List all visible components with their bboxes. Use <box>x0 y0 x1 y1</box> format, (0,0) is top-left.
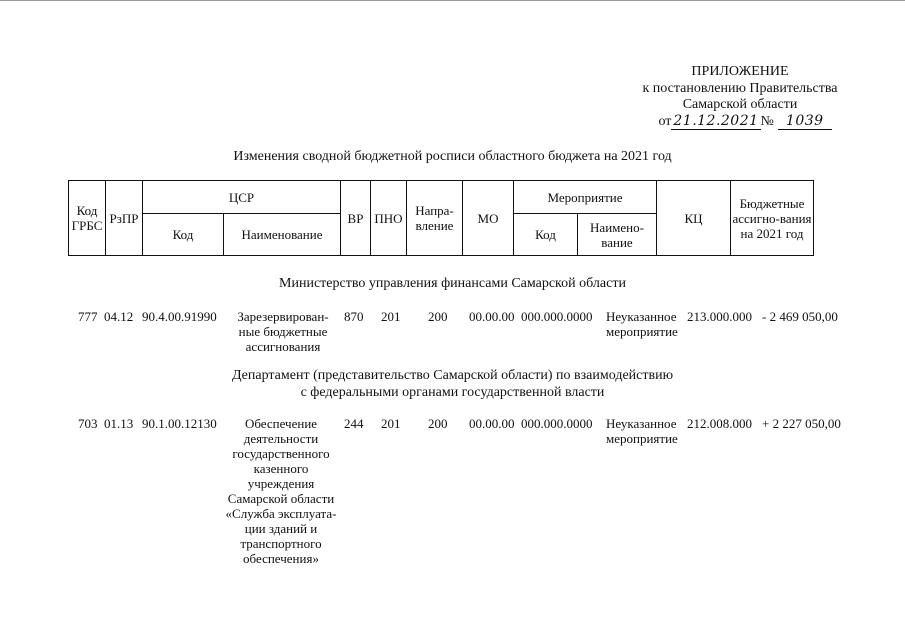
annex-line1: к постановлению Правительства <box>642 81 838 96</box>
col-event-name: Наимено-вание <box>578 214 657 256</box>
row-event-name: Неуказанное мероприятие <box>606 309 678 339</box>
col-pno: ПНО <box>371 181 407 256</box>
row-kc: 213.000.000 <box>687 309 752 324</box>
row-direction: 200 <box>428 416 448 431</box>
row-event-name: Неуказанное мероприятие <box>606 416 678 446</box>
col-direction: Напра-вление <box>407 181 463 256</box>
row-direction: 200 <box>428 309 448 324</box>
col-csr: ЦСР <box>143 181 341 214</box>
row-vr: 244 <box>344 416 364 431</box>
row-csr-name: Зарезервирован- ные бюджетные ассигнования <box>237 309 329 354</box>
handwritten-date: 21.12.2021 <box>673 113 759 129</box>
annex-date-line <box>630 114 860 130</box>
annex-title: ПРИЛОЖЕНИЕ <box>691 64 789 79</box>
row-grbs: 777 <box>78 309 98 324</box>
col-event-code: Код <box>514 214 578 256</box>
row-rzpr: 01.13 <box>104 416 134 431</box>
row-rzpr: 04.12 <box>104 309 134 324</box>
row-event-code: 000.000.0000 <box>521 416 593 431</box>
scan-top-edge <box>0 0 905 1</box>
col-csr-code: Код <box>143 214 224 256</box>
row-mo: 00.00.00 <box>469 309 515 324</box>
row-amount: + 2 227 050,00 <box>762 416 841 431</box>
annex-line2: Самарской области <box>682 97 798 112</box>
col-grbs: Код ГРБС <box>69 181 106 256</box>
col-kc: КЦ <box>657 181 731 256</box>
handwritten-number: 1039 <box>778 114 832 130</box>
row-grbs: 703 <box>78 416 98 431</box>
row-pno: 201 <box>381 309 401 324</box>
col-rzpr: РзПР <box>106 181 143 256</box>
col-vr: ВР <box>341 181 371 256</box>
table-header <box>68 180 814 256</box>
number-prefix: № <box>760 114 774 129</box>
row-pno: 201 <box>381 416 401 431</box>
col-event: Мероприятие <box>514 181 657 214</box>
row-csr-code: 90.1.00.12130 <box>142 416 217 431</box>
section-title: Министерство управления финансами Самарской области <box>279 276 626 291</box>
col-mo: МО <box>463 181 514 256</box>
section-title: Департамент (представительство Самарской области) по взаимодействию <box>231 368 674 383</box>
col-budget: Бюджетные ассигно-вания на 2021 год <box>731 181 814 256</box>
section-title-line2: с федеральными органами государственной власти <box>300 385 605 400</box>
document-title: Изменения сводной бюджетной росписи областного бюджета на 2021 год <box>233 149 672 164</box>
row-csr-code: 90.4.00.91990 <box>142 309 217 324</box>
row-mo: 00.00.00 <box>469 416 515 431</box>
row-kc: 212.008.000 <box>687 416 752 431</box>
date-prefix: от <box>658 114 672 129</box>
col-csr-name: Наименование <box>224 214 341 256</box>
row-vr: 870 <box>344 309 364 324</box>
row-csr-name: Обеспечение деятельности государственного казенного учреждения Самарской области «Служба эксплуата- ции зданий и транспортного обеспечения» <box>225 416 337 566</box>
row-amount: - 2 469 050,00 <box>762 309 838 324</box>
row-event-code: 000.000.0000 <box>521 309 593 324</box>
